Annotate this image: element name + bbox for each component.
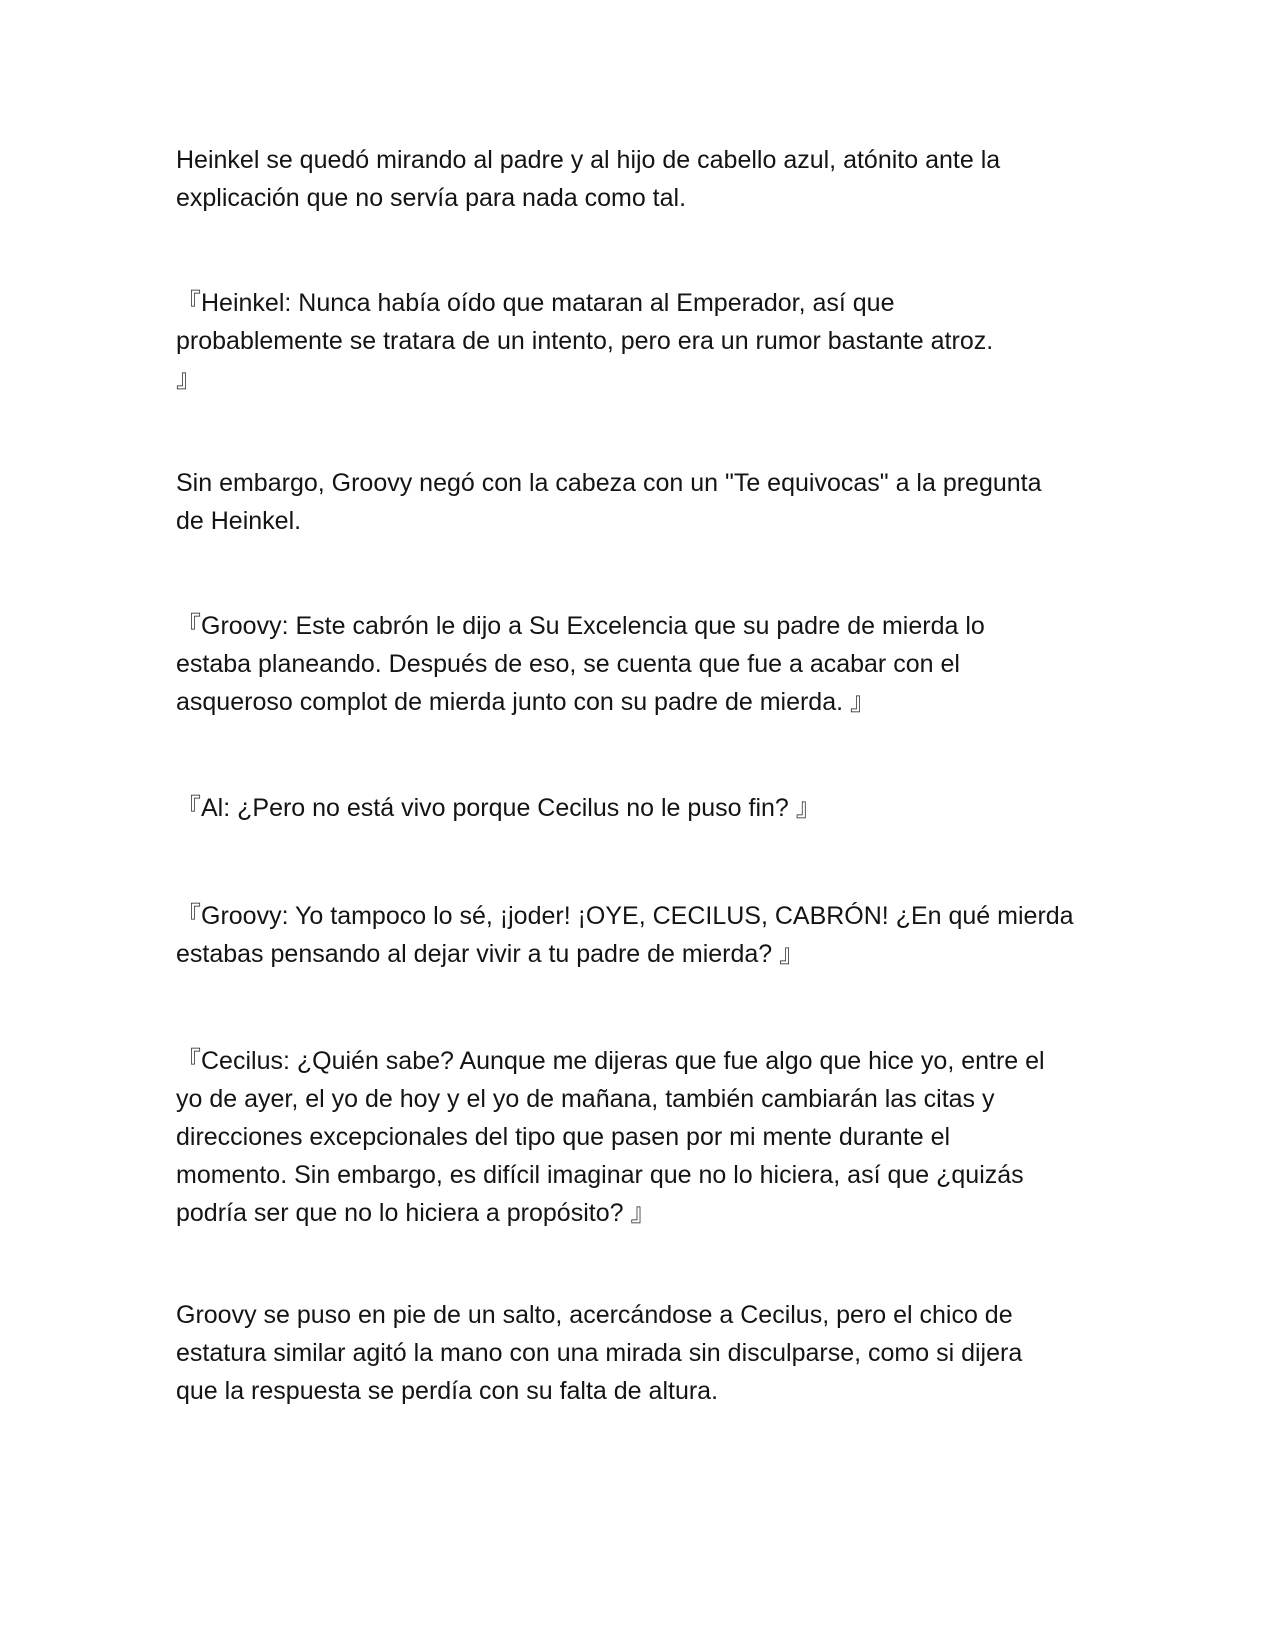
paragraph-dialogue-groovy-1: 『Groovy: Este cabrón le dijo a Su Excelencia que su padre de mierda lo estaba planeando. Después de eso, se cuenta que fue a acabar con el asqueroso complot de mierda junto con su padre de mierda. 』	[176, 612, 985, 716]
paragraph-narration-2: Sin embargo, Groovy negó con la cabeza con un "Te equivocas" a la pregunta de Heinkel.	[176, 469, 1042, 535]
paragraph-dialogue-heinkel: 『Heinkel: Nunca había oído que mataran al Emperador, así que probablemente se tratara de un intento, pero era un rumor bastante atroz. 』	[176, 289, 994, 393]
paragraph-narration-3: Groovy se puso en pie de un salto, acercándose a Cecilus, pero el chico de estatura similar agitó la mano con una mirada sin disculparse, como si dijera que la respuesta se perdía con su falta de altura.	[176, 1301, 1023, 1405]
paragraph-dialogue-cecilus: 『Cecilus: ¿Quién sabe? Aunque me dijeras que fue algo que hice yo, entre el yo de ayer, el yo de hoy y el yo de mañana, también cambiarán las citas y direcciones excepcionales del tipo que pasen por mi mente durante el momento. Sin embargo, es difícil imaginar que no lo hiciera, así que ¿quizás podría ser que no lo hiciera a propósito? 』	[176, 1047, 1045, 1227]
paragraph-narration-1: Heinkel se quedó mirando al padre y al hijo de cabello azul, atónito ante la explicación que no servía para nada como tal.	[176, 146, 1001, 212]
paragraph-dialogue-al: 『Al: ¿Pero no está vivo porque Cecilus no le puso fin? 』	[176, 794, 821, 822]
paragraph-dialogue-groovy-2: 『Groovy: Yo tampoco lo sé, ¡joder! ¡OYE, CECILUS, CABRÓN! ¿En qué mierda estabas pensando al dejar vivir a tu padre de mierda? 』	[176, 902, 1074, 968]
